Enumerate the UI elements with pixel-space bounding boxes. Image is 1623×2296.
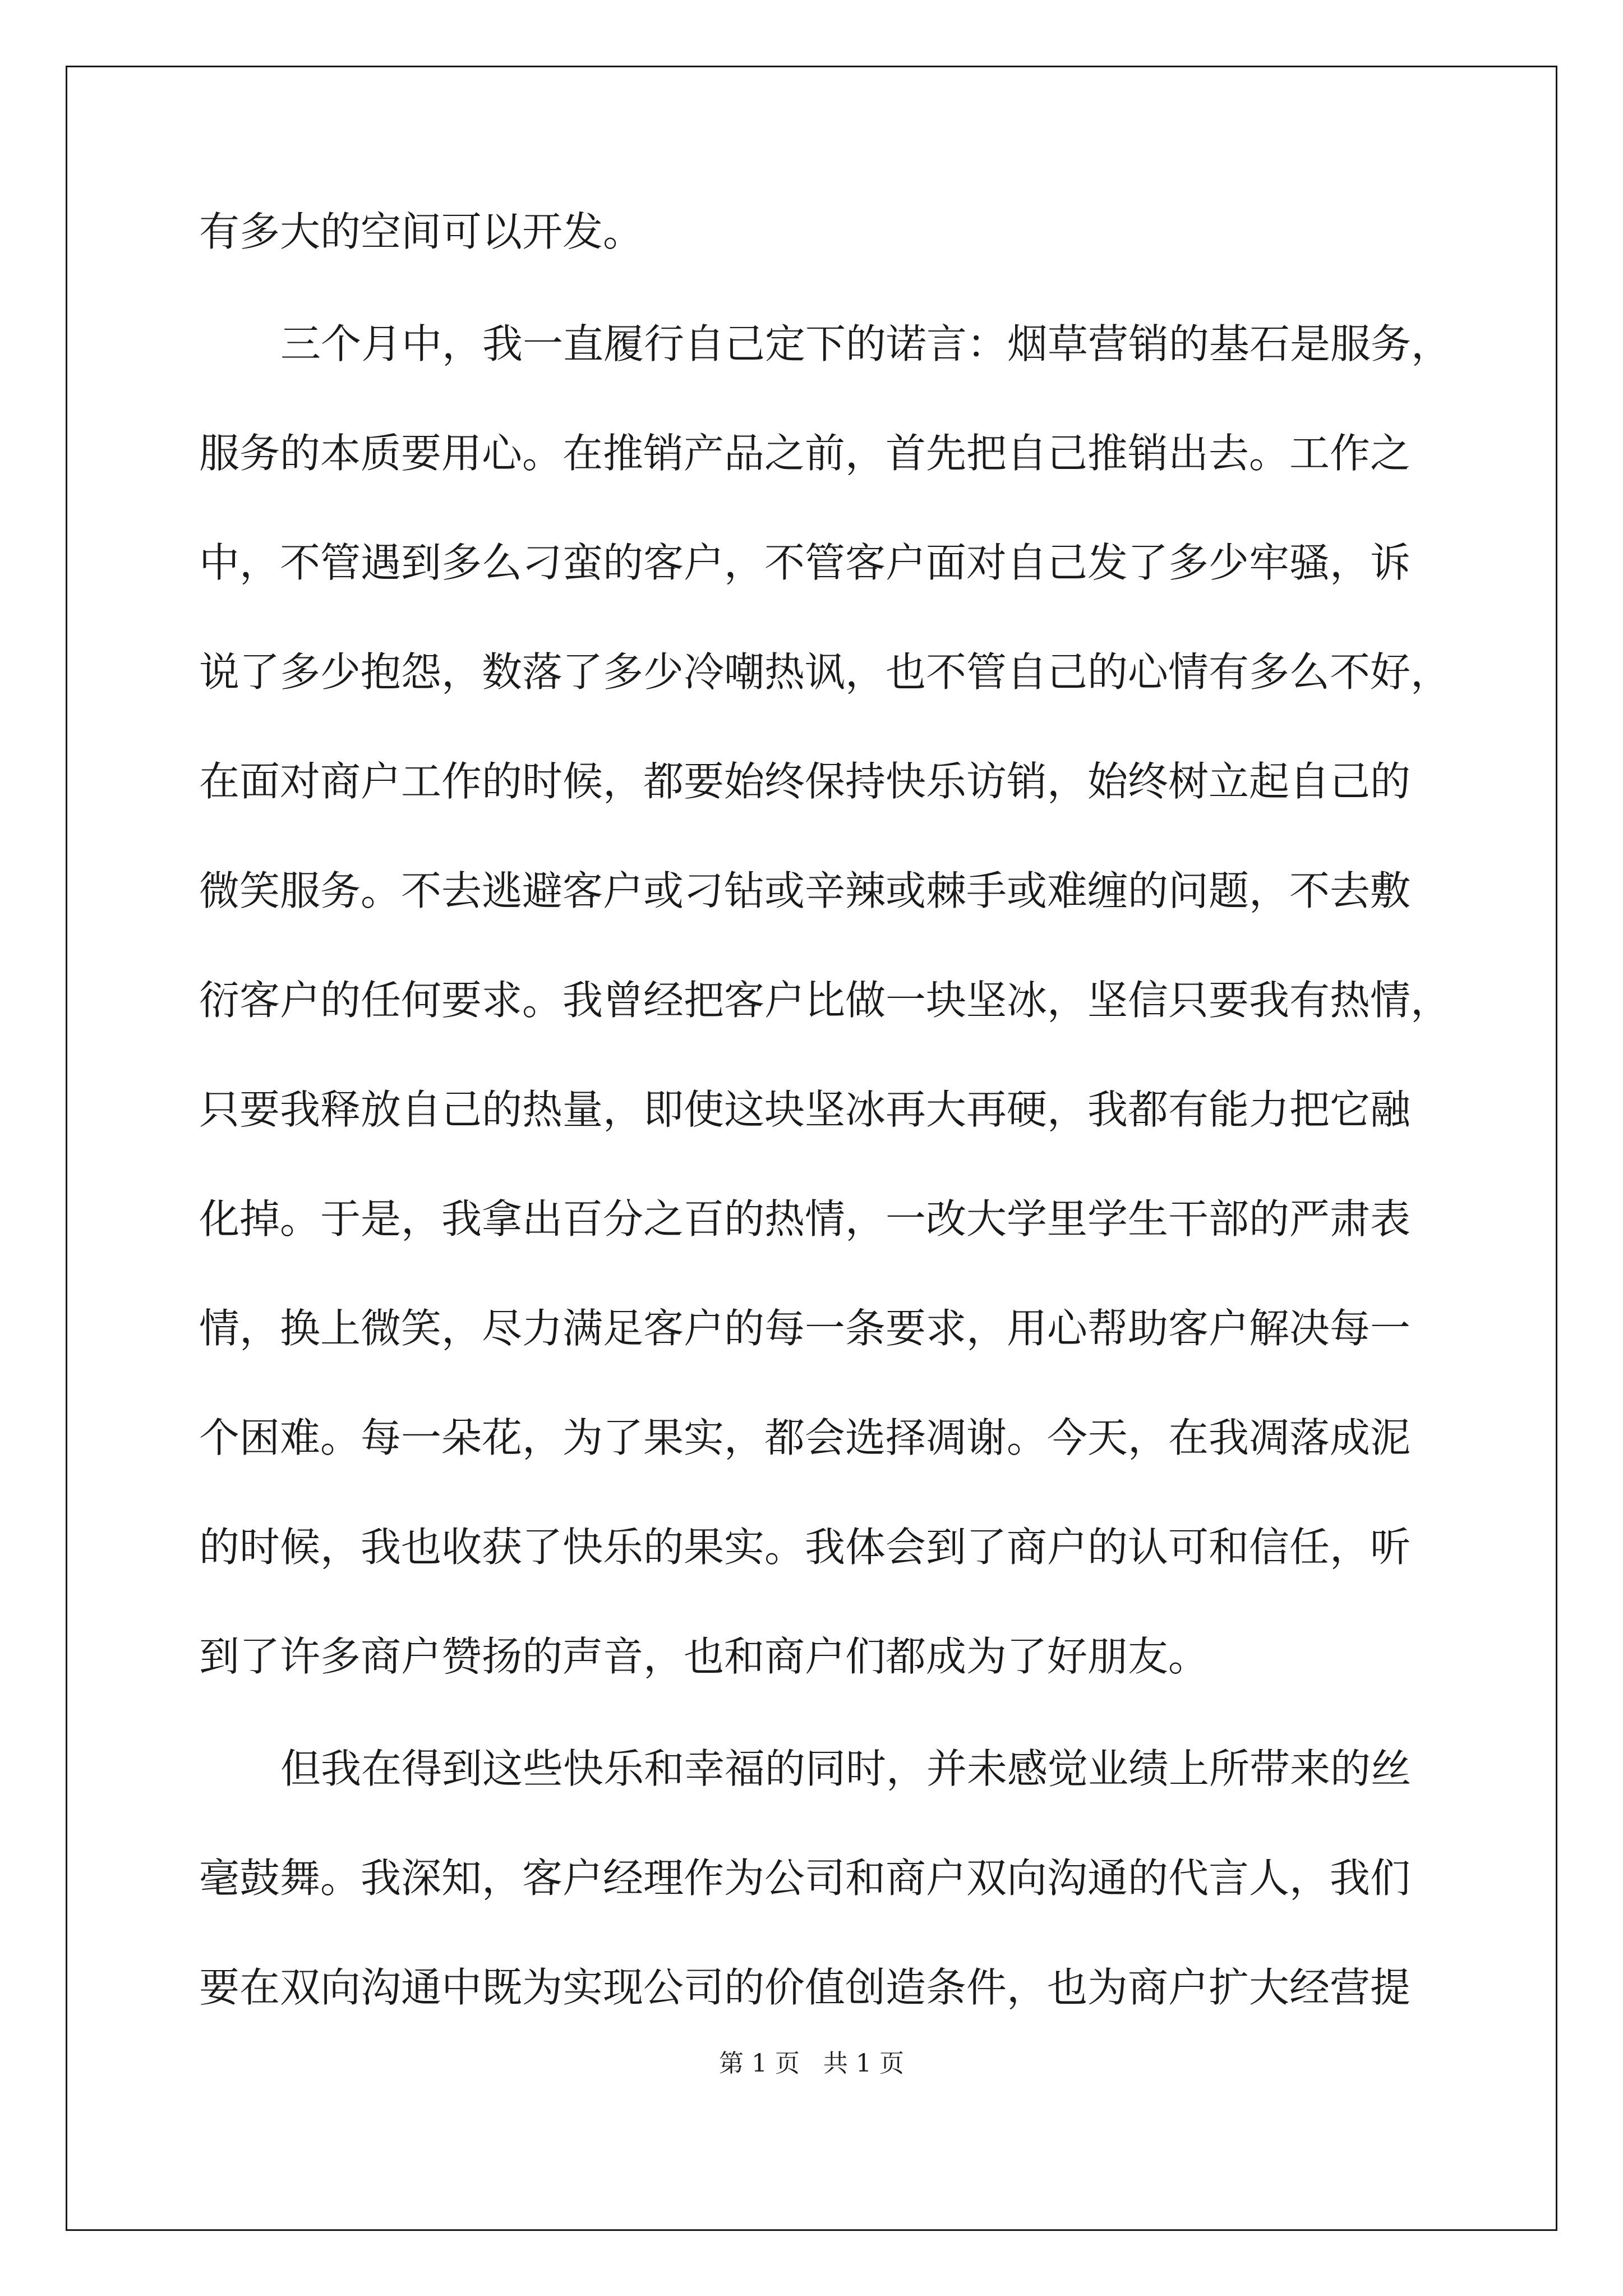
page-border (66, 66, 1557, 2231)
body-text-line: 情，换上微笑，尽力满足客户的每一条要求，用心帮助客户解决每一 (199, 1305, 1411, 1352)
body-text-line: 说了多少抱怨，数落了多少冷嘲热讽，也不管自己的心情有多么不好， (199, 648, 1451, 696)
body-text-line: 要在双向沟通中既为实现公司的价值创造条件，也为商户扩大经营提 (199, 1964, 1411, 2011)
body-text-line: 的时候，我也收获了快乐的果实。我体会到了商户的认可和信任，听 (199, 1524, 1411, 1571)
body-text-line: 个困难。每一朵花，为了果实，都会选择凋谢。今天，在我凋落成泥 (199, 1414, 1411, 1461)
paragraph-first-line: 但我在得到这些快乐和幸福的同时，并未感觉业绩上所带来的丝 (280, 1745, 1412, 1792)
page-footer: 第 1 页 共 1 页 (719, 2049, 904, 2078)
body-text-line: 在面对商户工作的时候，都要始终保持快乐访销，始终树立起自己的 (199, 758, 1411, 805)
body-text-line: 只要我释放自己的热量，即使这块坚冰再大再硬，我都有能力把它融 (199, 1086, 1411, 1133)
body-text-line: 衍客户的任何要求。我曾经把客户比做一块坚冰，坚信只要我有热情， (199, 977, 1451, 1024)
paragraph-first-line: 三个月中，我一直履行自己定下的诺言：烟草营销的基石是服务， (280, 320, 1452, 367)
body-text-line: 到了许多商户赞扬的声音，也和商户们都成为了好朋友。 (199, 1633, 1209, 1680)
body-text-line: 化掉。于是，我拿出百分之百的热情，一改大学里学生干部的严肃表 (199, 1195, 1411, 1243)
body-text-line: 有多大的空间可以开发。 (199, 208, 644, 255)
body-text-line: 毫鼓舞。我深知，客户经理作为公司和商户双向沟通的代言人，我们 (199, 1855, 1411, 1902)
body-text-line: 服务的本质要用心。在推销产品之前，首先把自己推销出去。工作之 (199, 430, 1411, 477)
body-text-line: 中，不管遇到多么刁蛮的客户，不管客户面对自己发了多少牢骚，诉 (199, 539, 1411, 586)
body-text-line: 微笑服务。不去逃避客户或刁钻或辛辣或棘手或难缠的问题，不去敷 (199, 867, 1411, 914)
